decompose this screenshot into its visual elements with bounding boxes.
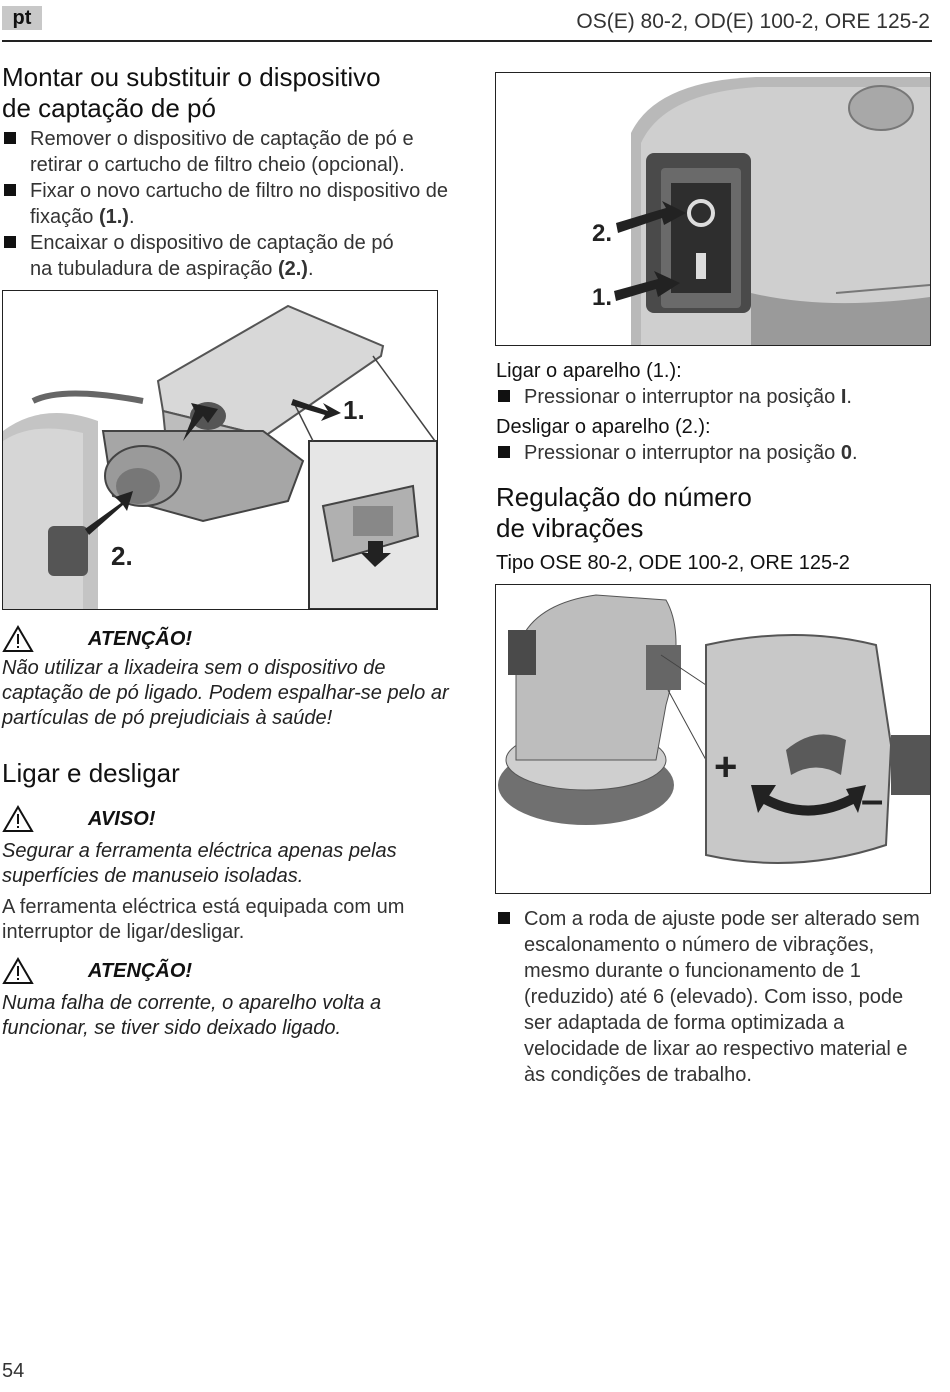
warning-dust-text: Não utilizar a lixadeira sem o dispositivo de captação de pó ligado. Podem espalhar-se pelo ar partículas de pó prejudiciais à saúde! [2,657,449,729]
language-badge: pt [2,6,42,30]
warning-dust-title: ATENÇÃO! [88,627,193,650]
on-off-title: Ligar e desligar [2,758,180,788]
on-off-caution-title: ATENÇÃO! [88,959,193,982]
dial-illustration [496,585,930,893]
on-off-section [2,758,452,1041]
warning-dust [2,624,472,731]
switch-on-heading: Ligar o aparelho (1.): [496,360,682,382]
dial-minus-label: – [861,778,884,822]
switch-label-2: 2. [592,220,613,247]
model-header: OS(E) 80-2, OD(E) 100-2, ORE 125-2 [576,10,930,33]
dust-section [2,62,472,282]
dust-figure [2,290,438,610]
on-off-warning-text: Segurar a ferramenta eléctrica apenas pelas superfícies de manuseio isoladas. [2,840,397,887]
dust-label-2: 2. [111,541,133,571]
switch-instructions [496,358,936,466]
on-off-paragraph: A ferramenta eléctrica está equipada com um interruptor de ligar/desligar. [2,896,405,943]
switch-off-bullet: Pressionar o interruptor na posição 0. [496,440,936,466]
dial-description [496,906,934,1088]
switch-figure [495,72,931,346]
on-off-caution-text: Numa falha de corrente, o aparelho volta a funcionar, se tiver sido deixado ligado. [2,992,382,1039]
warning-icon [2,805,34,833]
switch-label-1: 1. [592,284,613,311]
page-number: 54 [2,1360,25,1382]
switch-on-bullet: Pressionar o interruptor na posição I. [496,384,936,410]
vibration-title-line2: de vibrações [496,513,644,543]
dust-title-line1: Montar ou substituir o dispositivo [2,62,381,92]
dial-figure [495,584,931,894]
dust-bullet-3: Encaixar o dispositivo de captação de pó na tubuladura de aspiração (2.). [2,230,420,282]
dust-label-1: 1. [343,395,365,425]
vibration-section [496,482,936,576]
dust-bullet-1: Remover o dispositivo de captação de pó e retirar o cartucho de filtro cheio (opcional). [2,126,452,178]
warning-icon [2,957,34,985]
dust-bullet-2: Fixar o novo cartucho de filtro no dispositivo de fixação (1.). [2,178,452,230]
header-divider [2,40,932,42]
on-off-warning-title: AVISO! [88,807,156,830]
dust-illustration [3,291,437,609]
switch-off-heading: Desligar o aparelho (2.): [496,416,711,438]
vibration-subtitle: Tipo OSE 80-2, ODE 100-2, ORE 125-2 [496,552,850,574]
dust-title-line2: de captação de pó [2,93,216,123]
vibration-title-line1: Regulação do número [496,482,752,512]
dial-plus-label: + [714,745,738,789]
warning-icon [2,625,34,653]
dial-bullet: Com a roda de ajuste pode ser alterado sem escalonamento o número de vibrações, mesmo durante o funcionamento de 1 (reduzido) até 6 (elevado). Com isso, pode ser adaptada de forma optimizada a velocidade de lixar ao respectivo material e às condições de trabalho. [496,906,934,1088]
switch-illustration [496,73,930,345]
